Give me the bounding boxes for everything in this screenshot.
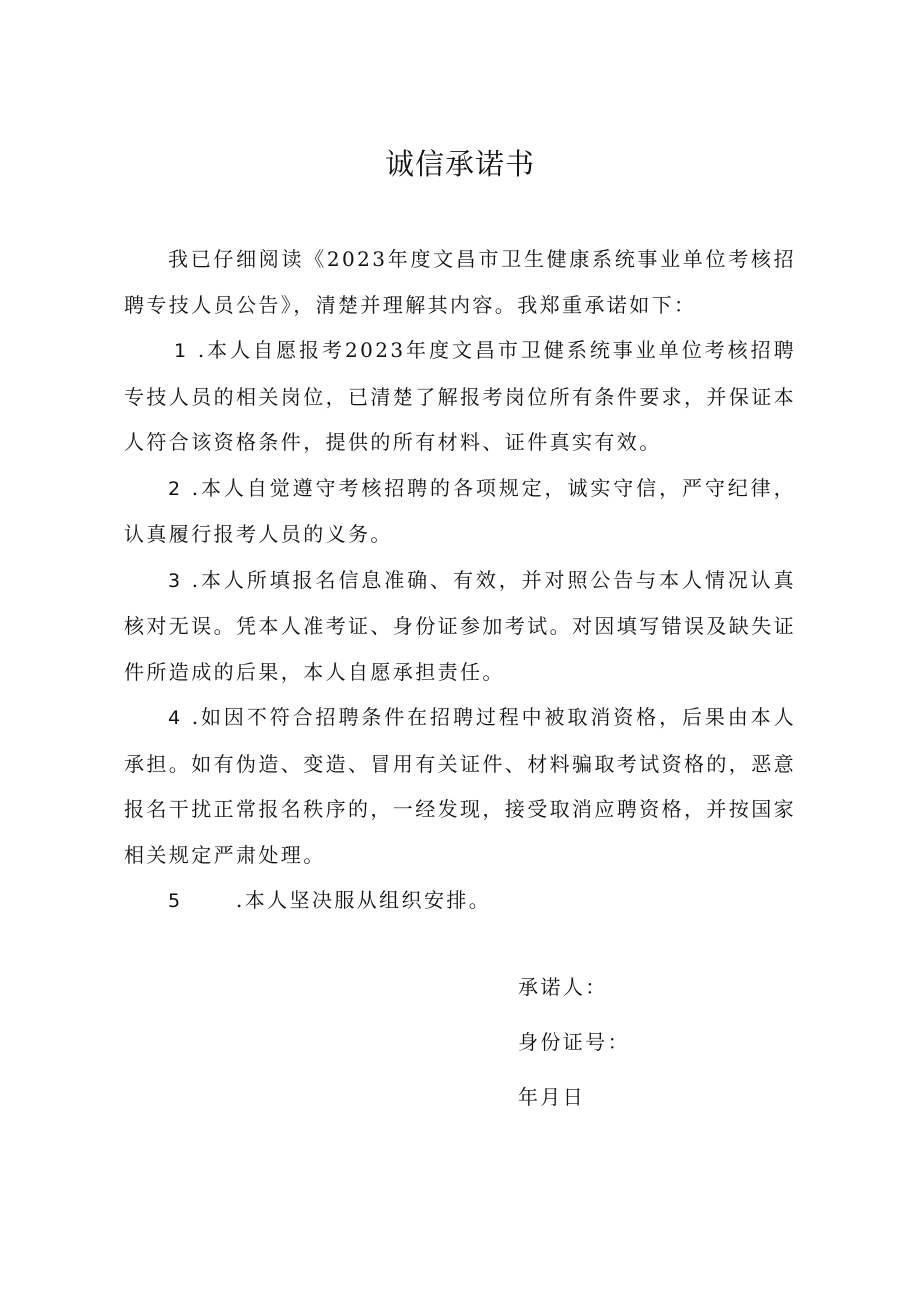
commitment-item-1 xyxy=(124,328,796,466)
item-text: .本人坚决服从组织安排。 xyxy=(236,888,492,912)
intro-paragraph: 我已仔细阅读《2023年度文昌市卫生健康系统事业单位考核招聘专技人员公告》，清楚并理解其内容。我郑重承诺如下： xyxy=(124,247,796,317)
date-label: 年月日 xyxy=(518,1085,586,1109)
commitment-item-5 xyxy=(124,878,796,925)
item-text: .如因不符合招聘条件在招聘过程中被取消资格，后果由本人承担。如有伪造、变造、冒用有关证件、材料骗取考试资格的，恶意报名干扰正常报名秩序的，一经发现，接受取消应聘资格，并按国家相关规定严肃处理。 xyxy=(124,705,796,867)
commitment-item-2 xyxy=(124,466,796,558)
id-number-label: 身份证号： xyxy=(518,1030,630,1054)
item-number: 2 xyxy=(168,477,183,500)
item-number: 4 xyxy=(168,707,183,729)
commitment-item-3 xyxy=(124,558,796,696)
item-text: .本人自觉遵守考核招聘的各项规定，诚实守信，严守纪律，认真履行报考人员的义务。 xyxy=(124,475,796,546)
promiser-label: 承诺人： xyxy=(518,975,608,999)
item-number: 3 xyxy=(168,569,183,592)
commitment-item-4 xyxy=(124,695,796,878)
item-text: .本人所填报名信息准确、有效，并对照公告与本人情况认真核对无误。凭本人准考证、身份证参加考试。对因填写错误及缺失证件所造成的后果，本人自愿承担责任。 xyxy=(124,567,796,684)
signature-block xyxy=(518,960,630,1125)
item-number: 5 xyxy=(168,890,183,912)
document-body xyxy=(124,237,796,925)
item-text: .本人自愿报考2023年度文昌市卫健系统事业单位考核招聘专技人员的相关岗位，已清楚了解报考岗位所有条件要求，并保证本人符合该资格条件，提供的所有材料、证件真实有效。 xyxy=(124,338,796,454)
document-title: 诚信承诺书 xyxy=(384,147,535,181)
item-number: 1 xyxy=(174,340,189,362)
